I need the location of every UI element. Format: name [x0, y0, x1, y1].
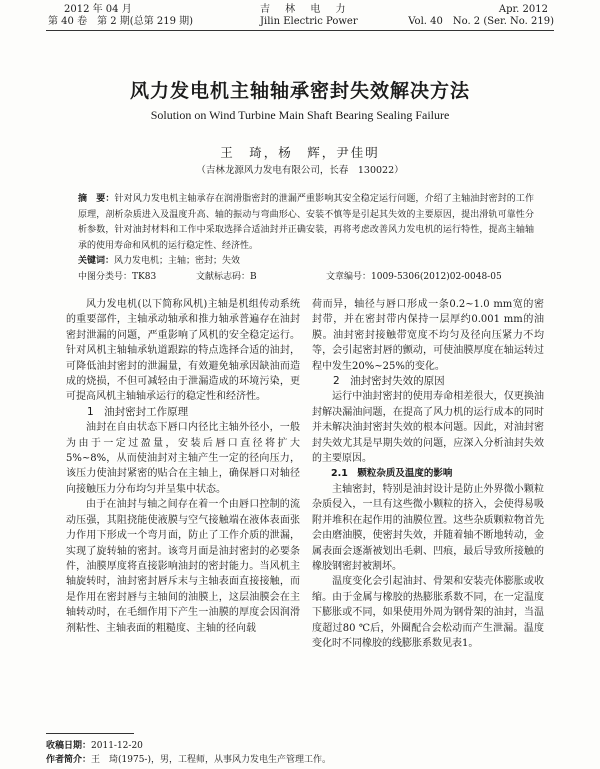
subsection-2-1-paragraph-1: 主轴密封，特别是油封设计是防止外界微小颗粒杂质侵入，一旦有这些微小颗粒的挤入，会使得易吸附并堆积在起作用的油膜位置。这些杂质颗粒物首先会由磨油膜，使密封失效，并随着轴不断地转动，金属表面会逐渐被划出毛刺、凹痕，最后导致所接触的橡胶钢密封被割坏。 [312, 483, 544, 572]
document-code: 文献标志码：B [196, 272, 257, 282]
intro-paragraph: 风力发电机(以下简称风机)主轴是机组传动系统的重要部件，主轴承动轴承和推力轴承普遍存在油封密封泄漏的问题，严重影响了风机的安全稳定运行。针对风机主轴轴承轨道跟踪的特点选择合适的油封，可降低油封密封的泄漏量，有效避免轴承因缺油而造成的烧损，不但可减轻由于泄漏造成的环境污染，更可提高风机主轴轴承运行的稳定性和经济性。 [66, 299, 300, 403]
article-number: 文章编号：1009-5306(2012)02-0048-05 [326, 272, 502, 282]
section-1-paragraph-1: 油封在自由状态下唇口内径比主轴外径小，一般为由于一定过盈量，安装后唇口直径将扩大5%~8%，从而使油封对主轴产生一定的径向压力，该压力使油封紧密的贴合在主轴上，确保唇口对轴径向接触压力分布均匀并呈集中状态。 [66, 422, 300, 495]
affiliation: （吉林龙源风力发电有限公司，长春 130022） [196, 165, 404, 176]
header-journal-cn: 吉 林 电 力 [260, 4, 352, 15]
abstract-label: 摘 要： [78, 194, 115, 204]
abstract [78, 192, 534, 254]
header-date-en: Apr. 2012 [498, 4, 548, 15]
continued-paragraph: 荷而异，轴径与唇口形成一条0.2~1.0 mm宽的密封带，并在密封带内保持一层厚约0.001 mm的油膜。油封密封接触带宽度不均匀及径向压紧力不均等，会引起密封唇的颤动，可使油膜厚度在轴运转过程中发生20%~25%的变化。 [312, 299, 544, 372]
section-2-heading: 2 油封密封失效的原因 [333, 375, 445, 388]
received-value: 2011-12-20 [91, 741, 143, 751]
paper-title-en: Solution on Wind Turbine Main Shaft Bearing Sealing Failure [150, 108, 450, 122]
keywords-text: 风力发电机；主轴；密封；失效 [114, 256, 241, 266]
header-issue-cn: 第 40 卷 第 2 期(总第 219 期) [48, 16, 194, 27]
body-column-left [66, 297, 300, 636]
section-1-heading: 1 油封密封工作原理 [87, 405, 189, 418]
author-bio [46, 752, 331, 765]
authors: 王 琦，杨 辉，尹佳明 [220, 145, 380, 160]
running-header [46, 4, 554, 31]
clc-number: 中图分类号：TK83 [78, 272, 157, 282]
author-bio-label: 作者简介： [46, 755, 92, 765]
received-label: 收稿日期： [46, 741, 92, 751]
subsection-2-1-heading: 2.1 颗粒杂质及温度的影响 [331, 468, 453, 480]
keywords-label: 关键词： [78, 256, 115, 266]
classification-line [78, 269, 534, 281]
header-issue-en: Vol. 40 No. 2 (Ser. No. 219) [408, 16, 554, 27]
author-bio-value: 王 琦(1975-)，男，工程师，从事风力发电生产管理工作。 [91, 755, 331, 765]
keywords [78, 253, 534, 266]
subsection-2-1-paragraph-2: 温度变化会引起油封、骨架和安装壳体膨胀或收缩。由于金属与橡胶的热膨胀系数不同，在一定温度下膨胀或不同，如果使用外周为钢骨架的油封，当温度超过80 ℃后，外圈配合会松动而产生泄漏。温度变化时不同橡胶的线膨胀系数见表1。 [312, 576, 544, 649]
section-2-paragraph-1: 运行中油封密封的使用寿命相差很大，仅更换油封解决漏油问题，在提高了风力机的运行成本的同时并未解决油封密封失效的根本问题。因此，对油封密封失效尤其是早期失效的问题，应深入分析油封失效的主要原因。 [312, 391, 544, 465]
footnote-rule [46, 733, 134, 734]
received-date [46, 738, 143, 751]
body-column-right [312, 297, 544, 651]
section-1-paragraph-2: 由于在油封与轴之间存在着一个由唇口控制的流动压强，其阻挠能使液膜与空气接触端在液体表面张力作用下形成一个弯月面，防止了工作介质的泄漏，实现了旋转轴的密封。该弯月面是油封密封的必要条件，油膜厚度将直接影响油封的密封能力。当风机主轴旋转时，油封密封唇斥末与主轴表面直接接触，而是作用在密封唇与主轴间的油膜上，这层油膜会在主轴转动时，在毛细作用下产生一油膜的厚度会因润滑剂粘性、主轴表面的粗糙度、主轴的径向载 [66, 499, 300, 634]
paper-title: 风力发电机主轴轴承密封失效解决方法 [129, 80, 470, 102]
header-date-cn: 2012 年 04 月 [64, 4, 132, 15]
header-journal-en: Jilin Electric Power [260, 16, 358, 27]
abstract-text: 针对风力发电机主轴承存在润滑脂密封的泄漏严重影响其安全稳定运行问题，介绍了主轴油封密封的工作原理，剖析杂质进入及温度升高、轴的振动与弯曲形心、安装不慎等是引起其失效的主要原因，提出滑轨可靠性分析参数，针对油封材料和工作中采取选择合适油封并正确安装，再将考虑改善风力发电机的运行特性，提高主轴轴承的使用寿命和风机的运行稳定性、经济性。 [78, 194, 534, 251]
